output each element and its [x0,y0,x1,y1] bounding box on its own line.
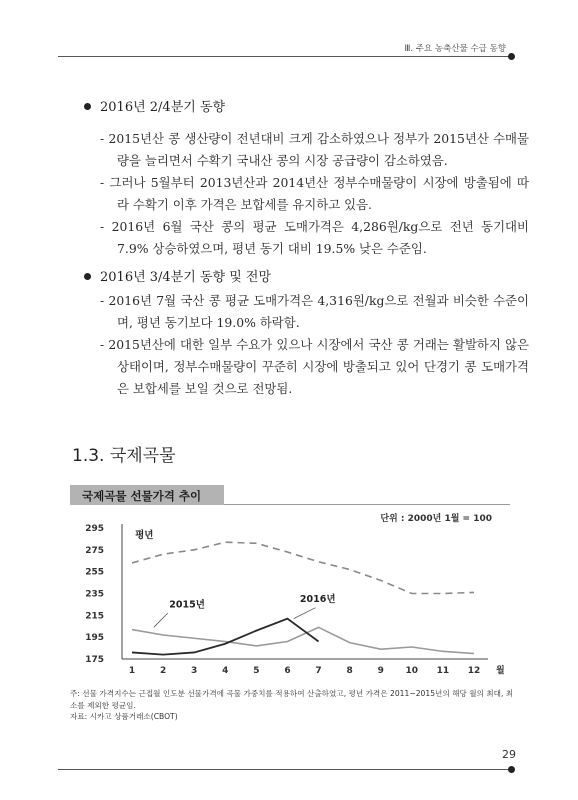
x-tick-label: 1 [128,666,136,676]
figure-source: 자료: 시카고 상품거래소(CBOT) [70,712,178,721]
figure-title-rule [224,504,510,505]
y-tick-label: 255 [85,567,104,578]
q3-item-1: - 2016년 7월 국산 콩 평균 도매가격은 4,316원/kg으로 전월과 비슷한 수준이며, 평년 동기보다 19.0% 하락함. [100,293,529,330]
y-tick-label: 215 [85,611,104,622]
page-number: 29 [502,748,516,761]
series-line [132,619,319,655]
q3-item-2: - 2015년산에 대한 일부 수요가 있으나 시장에서 국산 콩 거래는 활발하지 않은 상태이며, 정부수매물량이 꾸준히 시장에 방출되고 있어 단경기 콩 도매가격은 보합세를 보일 것으로 전망됨. [100,337,529,396]
x-unit-label: 월 [496,666,505,676]
header-rule [58,56,510,57]
futures-price-chart [70,510,510,680]
chapter-label: Ⅲ. 주요 농축산물 수급 동향 [404,44,506,54]
bullet-dot-icon [84,273,91,280]
x-tick-label: 9 [377,666,384,676]
y-tick-label: 295 [85,524,104,534]
q2-heading [84,96,225,115]
series-label-leader [154,613,168,627]
series-label: 2015년 [169,599,205,611]
series-line [132,542,474,593]
x-tick-label: 4 [222,666,229,676]
x-tick-label: 3 [191,666,198,676]
figure-title-bar [70,485,510,505]
x-tick-label: 2 [159,666,167,676]
x-tick-label: 7 [315,666,322,676]
bullet-dot-icon [84,103,91,110]
series-label: 2016년 [299,594,336,606]
section-title: 1.3. 국제곡물 [72,446,176,466]
q3-heading-text: 2016년 3/4분기 동향 및 전망 [100,270,271,285]
series-line [132,627,474,653]
q2-item-3: - 2016년 6월 국산 콩의 평균 도매가격은 4,286원/kg으로 전년 동기대비 7.9% 상승하였으며, 평년 동기 대비 19.5% 낮은 수준임. [100,219,529,256]
x-tick-label: 8 [346,666,353,676]
x-tick-label: 12 [467,666,481,676]
x-tick-label: 6 [284,666,291,676]
q2-heading-text: 2016년 2/4분기 동향 [100,100,226,115]
running-header [0,40,578,64]
y-tick-label: 235 [85,589,104,600]
series-label-leader [294,608,316,619]
x-tick-label: 5 [253,666,260,676]
x-tick-label: 10 [405,666,419,676]
series-label: 평년 [135,529,154,541]
q2-item-2: - 그러나 5월부터 2013년산과 2014년산 정부수매물량이 시장에 방출됨에 따라 수확기 이후 가격은 보합세를 유지하고 있음. [100,175,529,212]
footer-dot [508,766,515,773]
x-tick-label: 11 [436,666,450,676]
y-tick-label: 275 [85,545,104,556]
figure-note: 주: 선물 가격지수는 근접월 인도분 선물가격에 곡물 가중치를 적용하여 산출하였고, 평년 가격은 2011~2015년의 해당 월의 최대, 최소를 제외한 평균임. [70,689,514,710]
y-tick-label: 195 [85,633,104,644]
y-tick-label: 175 [85,655,104,665]
unit-label: 단위 : 2000년 1월 = 100 [380,514,492,524]
q2-item-1: - 2015년산 콩 생산량이 전년대비 크게 감소하였으나 정부가 2015년산 수매물량을 늘리면서 수확기 국내산 콩의 시장 공급량이 감소하였음. [100,131,529,168]
footer-rule [58,769,510,770]
q3-heading [84,266,271,285]
header-dot [508,53,515,60]
figure-title: 국제곡물 선물가격 추이 [82,489,202,503]
